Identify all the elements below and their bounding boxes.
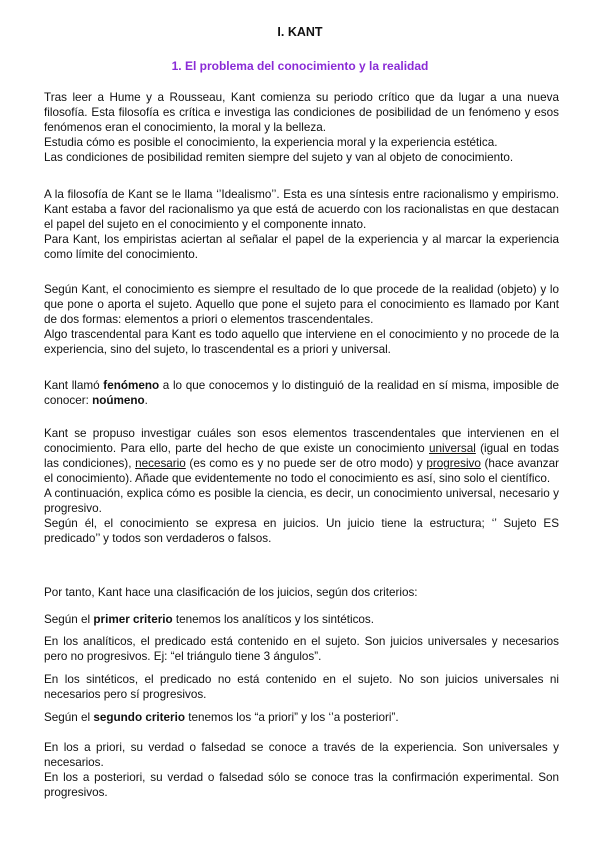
- paragraph-block-4: [44, 378, 559, 408]
- paragraph: Algo trascendental para Kant es todo aquello que interviene en el conocimiento y no procede de la experiencia, sino del sujeto, lo trascendental es a priori y universal.: [44, 328, 559, 356]
- text: Kant se propuso investigar cuáles son esos elementos trascendentales que intervienen en el conocimiento. Para ello, parte del hecho de que existe un conocimiento: [44, 427, 559, 455]
- term-necesario: necesario: [135, 457, 186, 470]
- paragraph-block-7: [44, 612, 559, 627]
- paragraph: En los a posteriori, su verdad o falsedad sólo se conoce tras la confirmación experimental. Son progresivos.: [44, 771, 559, 799]
- paragraph-block-5: [44, 426, 559, 546]
- section-heading: 1. El problema del conocimiento y la realidad: [171, 59, 429, 73]
- text: (igual en todas las condiciones),: [44, 442, 560, 470]
- term-progresivo: progresivo: [426, 457, 481, 470]
- text: tenemos los analíticos y los sintéticos.: [172, 613, 375, 626]
- paragraph-block-6: [44, 585, 559, 600]
- paragraph-block-10: [44, 710, 559, 725]
- term-fenomeno: fenómeno: [103, 379, 160, 392]
- paragraph: En los a priori, su verdad o falsedad se conoce a través de la experiencia. Son universales y necesarios.: [44, 741, 559, 769]
- paragraph-block-1: [44, 90, 559, 165]
- paragraph-block-2: [44, 187, 559, 262]
- term-primer-criterio: primer criterio: [93, 613, 173, 626]
- paragraph: En los sintéticos, el predicado no está contenido en el sujeto. No son juicios universales ni necesarios pero sí progresivos.: [44, 673, 559, 701]
- paragraph-block-11: [44, 740, 559, 800]
- paragraph: Tras leer a Hume y a Rousseau, Kant comienza su periodo crítico que da lugar a una nueva filosofía. Esta filosofía es crítica e investiga las condiciones de posibilidad de un fenómeno y esos fenómenos eran el conocimiento, la moral y la belleza.: [44, 91, 559, 134]
- text: Kant llamó: [44, 379, 104, 392]
- document-title: I. KANT: [277, 25, 323, 39]
- paragraph: [44, 710, 559, 725]
- text: .: [144, 394, 148, 407]
- paragraph: A continuación, explica cómo es posible la ciencia, es decir, un conocimiento universal, necesario y progresivo.: [44, 487, 559, 515]
- paragraph: Estudia cómo es posible el conocimiento, la experiencia moral y la experiencia estética.: [44, 136, 498, 149]
- text: (hace avanzar el conocimiento). Añade que evidentemente no todo el conocimiento es así, sino solo el científico.: [44, 457, 559, 485]
- paragraph-block-3: [44, 282, 559, 357]
- paragraph: Según Kant, el conocimiento es siempre el resultado de lo que procede de la realidad (objeto) y lo que pone o aporta el sujeto. Aquello que pone el sujeto para el conocimiento es llamado por Kant de dos formas: elementos a priori o elementos trascendentales.: [44, 283, 559, 326]
- text: Según el: [44, 613, 94, 626]
- text: a lo que conocemos y lo distinguió de la realidad en sí misma, imposible de conocer:: [44, 379, 559, 407]
- text: (es como es y no puede ser de otro modo) y: [185, 457, 427, 470]
- term-universal: universal: [429, 442, 476, 455]
- paragraph: Las condiciones de posibilidad remiten siempre del sujeto y van al objeto de conocimiento.: [44, 151, 514, 164]
- paragraph: En los analíticos, el predicado está contenido en el sujeto. Son juicios universales y necesarios pero no progresivos. Ej: “el triángulo tiene 3 ángulos”.: [44, 635, 559, 663]
- text: tenemos los “a priori” y los ‘’a posteriori”.: [184, 711, 399, 724]
- paragraph: [44, 612, 559, 627]
- paragraph: [44, 378, 559, 408]
- paragraph: A la filosofía de Kant se le llama ‘’Idealismo’’. Esta es una síntesis entre racionalismo y empirismo. Kant estaba a favor del racionalismo ya que está de acuerdo con los racionalistas en que destacan el papel del sujeto en el conocimiento y el componente innato.: [44, 188, 559, 231]
- term-noumeno: noúmeno: [92, 394, 145, 407]
- paragraph: [44, 426, 559, 486]
- term-segundo-criterio: segundo criterio: [93, 711, 185, 724]
- paragraph: Por tanto, Kant hace una clasificación de los juicios, según dos criterios:: [44, 586, 418, 599]
- paragraph-block-9: [44, 672, 559, 702]
- paragraph: Para Kant, los empiristas aciertan al señalar el papel de la experiencia y al marcar la experiencia como límite del conocimiento.: [44, 233, 559, 261]
- text: Según el: [44, 711, 94, 724]
- paragraph-block-8: [44, 634, 559, 664]
- paragraph: Según él, el conocimiento se expresa en juicios. Un juicio tiene la estructura; ‘’ Sujeto ES predicado’’ y todos son verdaderos o falsos.: [44, 517, 559, 545]
